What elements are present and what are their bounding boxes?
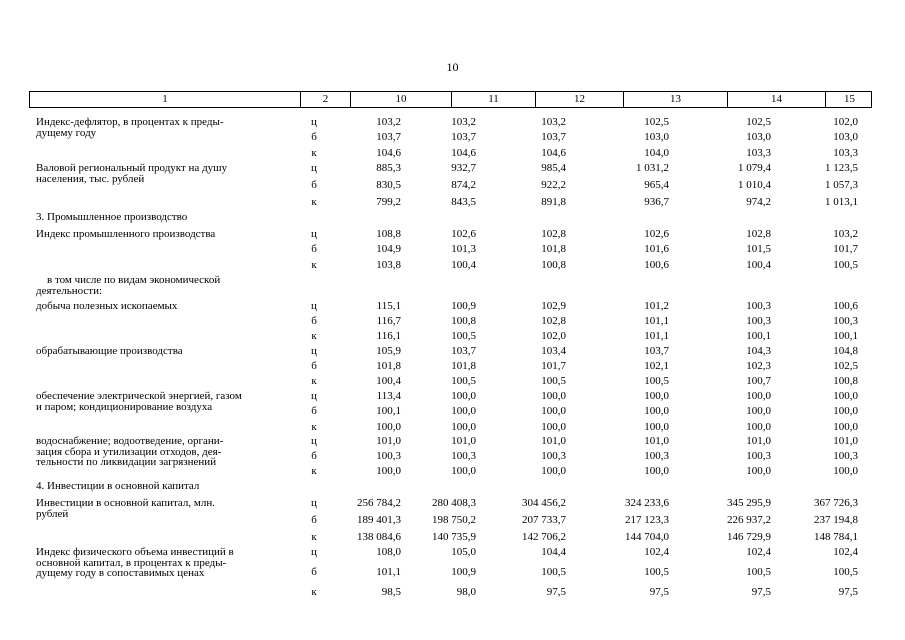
- value-cell: 280 408,3: [432, 497, 476, 509]
- value-cell: 101,0: [644, 435, 669, 447]
- value-cell: 1 013,1: [825, 196, 858, 208]
- scenario-mark: б: [311, 450, 317, 462]
- value-cell: 105,0: [451, 546, 476, 558]
- row-label: 4. Инвестиции в основной капитал: [36, 480, 200, 492]
- value-cell: 100,0: [833, 390, 858, 402]
- header-cell-2: 2: [300, 92, 350, 107]
- value-cell: 101,0: [376, 435, 401, 447]
- value-cell: 102,4: [644, 546, 669, 558]
- scenario-mark: к: [311, 196, 317, 208]
- scenario-mark: б: [311, 131, 317, 143]
- value-cell: 102,6: [451, 228, 476, 240]
- value-cell: 100,3: [644, 450, 669, 462]
- value-cell: 100,0: [644, 390, 669, 402]
- value-cell: 102,8: [541, 228, 566, 240]
- value-cell: 101,5: [746, 243, 771, 255]
- value-cell: 101,3: [451, 243, 476, 255]
- scenario-mark: ц: [311, 435, 317, 447]
- value-cell: 101,1: [376, 566, 401, 578]
- value-cell: 102,1: [644, 360, 669, 372]
- value-cell: 104,4: [541, 546, 566, 558]
- value-cell: 100,0: [644, 405, 669, 417]
- value-cell: 100,0: [541, 405, 566, 417]
- value-cell: 100,9: [451, 566, 476, 578]
- row-label: Валовой региональный продукт на душу населения, тыс. рублей: [36, 162, 228, 185]
- row-label: Индекс физического объема инвестиций в основной капитал, в процентах к преды- дущему году в сопоставимых ценах: [36, 546, 234, 579]
- value-cell: 103,2: [541, 116, 566, 128]
- scenario-mark: б: [311, 243, 317, 255]
- value-cell: 345 295,9: [727, 497, 771, 509]
- value-cell: 100,0: [644, 421, 669, 433]
- scenario-mark: к: [311, 531, 317, 543]
- scenario-mark: б: [311, 315, 317, 327]
- value-cell: 100,4: [451, 259, 476, 271]
- value-cell: 102,3: [746, 360, 771, 372]
- header-cell-14: 14: [727, 92, 825, 107]
- value-cell: 965,4: [644, 179, 669, 191]
- value-cell: 799,2: [376, 196, 401, 208]
- value-cell: 101,7: [541, 360, 566, 372]
- scenario-mark: к: [311, 586, 317, 598]
- value-cell: 304 456,2: [522, 497, 566, 509]
- row-label: обеспечение электрической энергией, газом и паром; кондиционирование воздуха: [36, 390, 242, 413]
- value-cell: 115,1: [376, 300, 401, 312]
- value-cell: 100,0: [451, 421, 476, 433]
- value-cell: 101,1: [644, 315, 669, 327]
- value-cell: 103,2: [451, 116, 476, 128]
- scenario-mark: ц: [311, 497, 317, 509]
- value-cell: 102,6: [644, 228, 669, 240]
- value-cell: 974,2: [746, 196, 771, 208]
- value-cell: 104,3: [746, 345, 771, 357]
- scenario-mark: б: [311, 566, 317, 578]
- value-cell: 324 233,6: [625, 497, 669, 509]
- scenario-mark: ц: [311, 390, 317, 402]
- value-cell: 830,5: [376, 179, 401, 191]
- value-cell: 113,4: [376, 390, 401, 402]
- value-cell: 843,5: [451, 196, 476, 208]
- value-cell: 891,8: [541, 196, 566, 208]
- scenario-mark: б: [311, 360, 317, 372]
- value-cell: 102,5: [746, 116, 771, 128]
- value-cell: 100,0: [451, 405, 476, 417]
- value-cell: 100,3: [746, 315, 771, 327]
- value-cell: 101,1: [644, 330, 669, 342]
- value-cell: 100,0: [541, 390, 566, 402]
- value-cell: 101,8: [451, 360, 476, 372]
- value-cell: 936,7: [644, 196, 669, 208]
- value-cell: 100,5: [451, 330, 476, 342]
- scenario-mark: ц: [311, 546, 317, 558]
- row-label: 3. Промышленное производство: [36, 211, 188, 223]
- value-cell: 108,8: [376, 228, 401, 240]
- value-cell: 1 057,3: [825, 179, 858, 191]
- value-cell: 1 079,4: [738, 162, 771, 174]
- row-label: в том числе по видам экономической деятельности:: [36, 274, 221, 297]
- value-cell: 1 031,2: [636, 162, 669, 174]
- value-cell: 100,1: [376, 405, 401, 417]
- scenario-mark: ц: [311, 228, 317, 240]
- value-cell: 100,4: [376, 375, 401, 387]
- value-cell: 102,0: [833, 116, 858, 128]
- value-cell: 103,3: [833, 147, 858, 159]
- value-cell: 148 784,1: [814, 531, 858, 543]
- header-cell-10: 10: [350, 92, 451, 107]
- header-cell-11: 11: [451, 92, 535, 107]
- value-cell: 217 123,3: [625, 514, 669, 526]
- value-cell: 100,0: [541, 421, 566, 433]
- value-cell: 100,0: [376, 465, 401, 477]
- value-cell: 104,9: [376, 243, 401, 255]
- value-cell: 100,3: [541, 450, 566, 462]
- table-header: [29, 91, 872, 108]
- scenario-mark: ц: [311, 162, 317, 174]
- value-cell: 102,0: [541, 330, 566, 342]
- value-cell: 102,5: [644, 116, 669, 128]
- value-cell: 100,0: [746, 405, 771, 417]
- value-cell: 101,0: [451, 435, 476, 447]
- value-cell: 116,7: [376, 315, 401, 327]
- value-cell: 100,8: [541, 259, 566, 271]
- value-cell: 101,2: [644, 300, 669, 312]
- value-cell: 97,5: [649, 586, 669, 598]
- header-cell-13: 13: [623, 92, 727, 107]
- value-cell: 100,4: [746, 259, 771, 271]
- value-cell: 100,1: [833, 330, 858, 342]
- value-cell: 101,0: [541, 435, 566, 447]
- scenario-mark: ц: [311, 345, 317, 357]
- value-cell: 874,2: [451, 179, 476, 191]
- value-cell: 101,7: [833, 243, 858, 255]
- value-cell: 100,0: [644, 465, 669, 477]
- value-cell: 144 704,0: [625, 531, 669, 543]
- value-cell: 226 937,2: [727, 514, 771, 526]
- value-cell: 101,0: [746, 435, 771, 447]
- value-cell: 103,3: [746, 147, 771, 159]
- row-label: добыча полезных ископаемых: [36, 300, 178, 312]
- value-cell: 103,7: [451, 131, 476, 143]
- value-cell: 116,1: [376, 330, 401, 342]
- row-label: обрабатывающие производства: [36, 345, 183, 357]
- value-cell: 104,8: [833, 345, 858, 357]
- value-cell: 97,5: [838, 586, 858, 598]
- value-cell: 100,5: [541, 375, 566, 387]
- value-cell: 100,0: [833, 405, 858, 417]
- value-cell: 140 735,9: [432, 531, 476, 543]
- header-cell-15: 15: [825, 92, 873, 107]
- page-number: 10: [446, 60, 459, 74]
- value-cell: 98,0: [456, 586, 476, 598]
- scenario-mark: ц: [311, 300, 317, 312]
- value-cell: 103,7: [376, 131, 401, 143]
- value-cell: 105,9: [376, 345, 401, 357]
- value-cell: 97,5: [546, 586, 566, 598]
- value-cell: 100,0: [746, 465, 771, 477]
- value-cell: 100,0: [746, 421, 771, 433]
- scenario-mark: к: [311, 259, 317, 271]
- value-cell: 237 194,8: [814, 514, 858, 526]
- header-cell-1: 1: [162, 93, 168, 105]
- value-cell: 100,3: [746, 450, 771, 462]
- value-cell: 100,6: [833, 300, 858, 312]
- value-cell: 142 706,2: [522, 531, 566, 543]
- value-cell: 101,8: [376, 360, 401, 372]
- scenario-mark: к: [311, 147, 317, 159]
- scenario-mark: к: [311, 330, 317, 342]
- value-cell: 102,8: [541, 315, 566, 327]
- value-cell: 100,5: [833, 259, 858, 271]
- value-cell: 367 726,3: [814, 497, 858, 509]
- scenario-mark: б: [311, 179, 317, 191]
- row-label: Индекс-дефлятор, в процентах к преды- дущему году: [36, 116, 224, 139]
- header-cell-12: 12: [535, 92, 623, 107]
- scenario-mark: б: [311, 405, 317, 417]
- value-cell: 932,7: [451, 162, 476, 174]
- value-cell: 104,0: [644, 147, 669, 159]
- value-cell: 1 123,5: [825, 162, 858, 174]
- scenario-mark: к: [311, 375, 317, 387]
- value-cell: 103,7: [451, 345, 476, 357]
- value-cell: 101,6: [644, 243, 669, 255]
- value-cell: 100,3: [376, 450, 401, 462]
- value-cell: 103,7: [644, 345, 669, 357]
- row-label: Индекс промышленного производства: [36, 228, 216, 240]
- value-cell: 100,6: [644, 259, 669, 271]
- value-cell: 100,8: [833, 375, 858, 387]
- value-cell: 103,8: [376, 259, 401, 271]
- value-cell: 103,7: [541, 131, 566, 143]
- value-cell: 100,0: [833, 421, 858, 433]
- value-cell: 100,1: [746, 330, 771, 342]
- value-cell: 100,3: [833, 450, 858, 462]
- value-cell: 100,9: [451, 300, 476, 312]
- value-cell: 102,4: [833, 546, 858, 558]
- value-cell: 104,6: [451, 147, 476, 159]
- value-cell: 100,0: [451, 465, 476, 477]
- value-cell: 102,5: [833, 360, 858, 372]
- value-cell: 103,2: [376, 116, 401, 128]
- value-cell: 103,2: [833, 228, 858, 240]
- value-cell: 1 010,4: [738, 179, 771, 191]
- value-cell: 146 729,9: [727, 531, 771, 543]
- value-cell: 138 084,6: [357, 531, 401, 543]
- value-cell: 103,0: [833, 131, 858, 143]
- value-cell: 102,9: [541, 300, 566, 312]
- value-cell: 103,4: [541, 345, 566, 357]
- value-cell: 102,4: [746, 546, 771, 558]
- scenario-mark: к: [311, 465, 317, 477]
- scenario-mark: ц: [311, 116, 317, 128]
- value-cell: 207 733,7: [522, 514, 566, 526]
- value-cell: 100,7: [746, 375, 771, 387]
- value-cell: 922,2: [541, 179, 566, 191]
- value-cell: 100,5: [644, 375, 669, 387]
- value-cell: 100,5: [451, 375, 476, 387]
- value-cell: 100,0: [451, 390, 476, 402]
- value-cell: 985,4: [541, 162, 566, 174]
- value-cell: 100,5: [746, 566, 771, 578]
- scenario-mark: б: [311, 514, 317, 526]
- row-label: Инвестиции в основной капитал, млн. рублей: [36, 497, 215, 520]
- value-cell: 100,5: [644, 566, 669, 578]
- value-cell: 101,0: [833, 435, 858, 447]
- value-cell: 100,0: [746, 390, 771, 402]
- value-cell: 198 750,2: [432, 514, 476, 526]
- scenario-mark: к: [311, 421, 317, 433]
- value-cell: 101,8: [541, 243, 566, 255]
- value-cell: 256 784,2: [357, 497, 401, 509]
- value-cell: 108,0: [376, 546, 401, 558]
- value-cell: 100,0: [376, 421, 401, 433]
- value-cell: 103,0: [644, 131, 669, 143]
- value-cell: 98,5: [381, 586, 401, 598]
- row-label: водоснабжение; водоотведение, органи- зация сбора и утилизации отходов, дея- тельности по ликвидации загрязнений: [36, 435, 224, 468]
- value-cell: 189 401,3: [357, 514, 401, 526]
- value-cell: 97,5: [751, 586, 771, 598]
- value-cell: 100,3: [746, 300, 771, 312]
- value-cell: 100,5: [833, 566, 858, 578]
- value-cell: 100,0: [833, 465, 858, 477]
- value-cell: 100,3: [833, 315, 858, 327]
- value-cell: 100,8: [451, 315, 476, 327]
- value-cell: 104,6: [541, 147, 566, 159]
- value-cell: 100,3: [451, 450, 476, 462]
- value-cell: 885,3: [376, 162, 401, 174]
- value-cell: 100,0: [541, 465, 566, 477]
- value-cell: 104,6: [376, 147, 401, 159]
- value-cell: 102,8: [746, 228, 771, 240]
- value-cell: 100,5: [541, 566, 566, 578]
- value-cell: 103,0: [746, 131, 771, 143]
